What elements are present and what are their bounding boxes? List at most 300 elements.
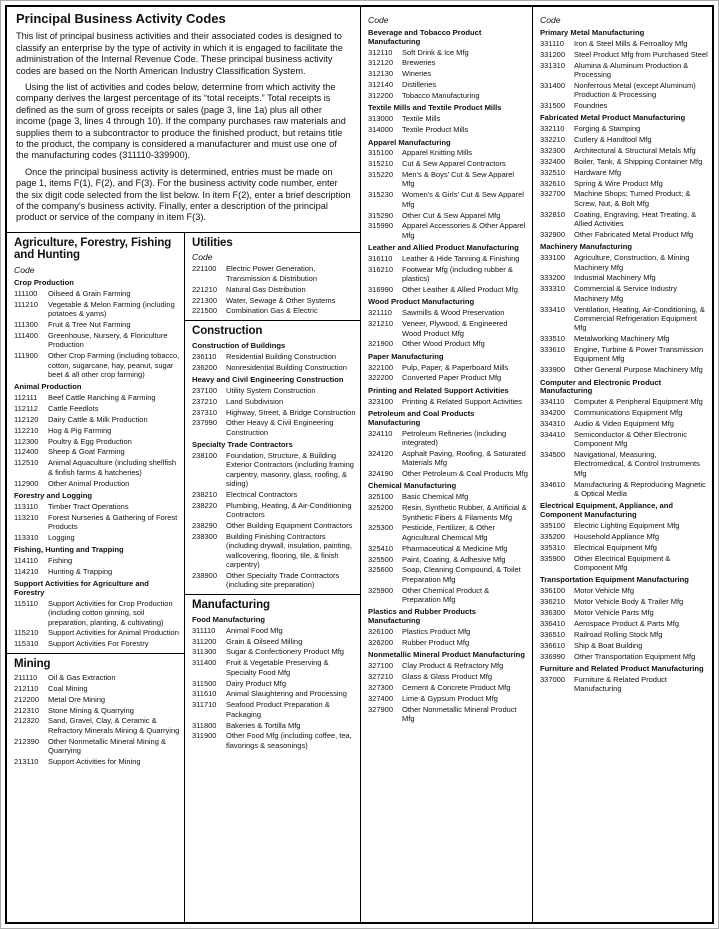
activity-description: Architectural & Structural Metals Mfg bbox=[574, 145, 696, 155]
code-entry-row bbox=[192, 521, 356, 530]
activity-description: Pulp, Paper, & Paperboard Mills bbox=[402, 362, 509, 372]
activity-code: 332700 bbox=[540, 189, 566, 199]
activity-description: Plumbing, Heating, & Air-Conditioning Contractors bbox=[226, 500, 352, 520]
activity-description: Vegetable & Melon Farming (including potatoes & yams) bbox=[48, 299, 175, 319]
activity-description: Forging & Stamping bbox=[574, 124, 641, 134]
group-heading: Machinery Manufacturing bbox=[540, 242, 632, 252]
activity-code: 337000 bbox=[540, 674, 566, 684]
group-heading: Fishing, Hunting and Trapping bbox=[14, 545, 124, 555]
activity-code: 311800 bbox=[192, 720, 217, 730]
activity-description: Forest Nurseries & Gathering of Forest Products bbox=[48, 512, 178, 531]
activity-description: Electrical Contractors bbox=[226, 489, 298, 499]
activity-code: 112900 bbox=[14, 478, 39, 488]
code-entry-row bbox=[540, 397, 708, 406]
code-entry-row bbox=[192, 490, 356, 499]
activity-description: Sugar & Confectionery Product Mfg bbox=[226, 647, 344, 657]
group-heading: Paper Manufacturing bbox=[368, 351, 444, 361]
code-entry-row bbox=[14, 706, 180, 715]
activity-description: Wineries bbox=[402, 69, 432, 79]
activity-description: Printing & Related Support Activities bbox=[402, 396, 523, 406]
activity-code: 111210 bbox=[14, 299, 38, 309]
activity-code: 327900 bbox=[368, 704, 394, 714]
code-entry-row bbox=[14, 716, 180, 735]
group-heading: Furniture and Related Product Manufacturing bbox=[540, 663, 704, 673]
activity-code: 237100 bbox=[192, 385, 218, 395]
code-entry-row bbox=[14, 628, 180, 637]
activity-code: 334110 bbox=[540, 397, 565, 407]
code-entry-row bbox=[368, 469, 528, 478]
code-entry-row bbox=[192, 626, 356, 635]
code-entry-row bbox=[540, 305, 708, 333]
activity-description: Utility System Construction bbox=[226, 385, 316, 395]
code-entry-row bbox=[192, 306, 356, 315]
activity-description: Logging bbox=[48, 532, 75, 542]
activity-description: Stone Mining & Quarrying bbox=[48, 705, 134, 715]
activity-code: 336210 bbox=[540, 597, 566, 607]
activity-code: 315100 bbox=[368, 148, 394, 158]
activity-description: Veneer, Plywood, & Engineered Wood Product Mfg bbox=[402, 319, 508, 338]
code-entry-row bbox=[192, 264, 356, 283]
section-heading: Utilities bbox=[192, 236, 233, 249]
activity-code: 333510 bbox=[540, 334, 566, 344]
code-entry-row bbox=[368, 211, 528, 220]
activity-code: 113310 bbox=[14, 532, 39, 542]
activity-code: 311900 bbox=[192, 731, 217, 741]
activity-code: 111100 bbox=[14, 288, 38, 298]
activity-description: Apparel Knitting Mills bbox=[402, 148, 473, 158]
activity-description: Soft Drink & Ice Mfg bbox=[402, 47, 469, 57]
code-entry-row bbox=[14, 300, 180, 319]
activity-code: 332900 bbox=[540, 229, 566, 239]
activity-code: 238290 bbox=[192, 521, 218, 531]
group-heading: Crop Production bbox=[14, 278, 74, 288]
code-entry-row bbox=[540, 61, 708, 80]
activity-description: Other Specialty Trade Contractors (including site preparation) bbox=[226, 570, 340, 590]
activity-code: 325500 bbox=[368, 554, 394, 564]
code-entry-row bbox=[540, 210, 708, 229]
group-heading: Wood Product Manufacturing bbox=[368, 297, 475, 307]
code-entry-row bbox=[192, 363, 356, 372]
code-entry-row bbox=[368, 58, 528, 67]
activity-description: Industrial Machinery Mfg bbox=[574, 273, 656, 283]
activity-code: 212110 bbox=[14, 683, 39, 693]
activity-code: 311110 bbox=[192, 625, 216, 635]
activity-description: Animal Slaughtering and Processing bbox=[226, 689, 347, 699]
code-entry-row bbox=[14, 737, 180, 756]
activity-description: Hog & Pig Farming bbox=[48, 425, 112, 435]
activity-description: Electric Lighting Equipment Mfg bbox=[574, 521, 680, 531]
code-entry-row bbox=[540, 641, 708, 650]
code-entry-row bbox=[540, 50, 708, 59]
section-heading: Agriculture, Forestry, Fishing and Hunting bbox=[14, 236, 172, 262]
activity-code: 336610 bbox=[540, 640, 566, 650]
activity-description: Bakeries & Tortilla Mfg bbox=[226, 720, 301, 730]
activity-description: Other Leather & Allied Product Mfg bbox=[402, 285, 518, 295]
code-entry-row bbox=[192, 637, 356, 646]
activity-code: 325100 bbox=[368, 492, 394, 502]
code-entry-row bbox=[368, 69, 528, 78]
activity-code: 312130 bbox=[368, 69, 394, 79]
group-heading: Food Manufacturing bbox=[192, 614, 265, 624]
activity-description: Building Finishing Contractors (including drywall, insulation, painting, wallcovering, flooring, tile, & finish carpentry) bbox=[226, 531, 352, 570]
code-entry-row bbox=[540, 81, 708, 100]
group-heading: Chemical Manufacturing bbox=[368, 481, 457, 491]
group-heading: Plastics and Rubber Products Manufacturing bbox=[368, 607, 477, 626]
intro-paragraph: Once the principal business activity is determined, entries must be made on page 1, items F(1), F(2), and F(3). For the business activity code number, enter the six digit code selected from the list below. In item F(2), enter a brief description of the company's business activity. Finally, enter a description of the principal product or service of the company in item F(3). bbox=[16, 166, 351, 223]
activity-code: 331200 bbox=[540, 49, 566, 59]
group-heading: Heavy and Civil Engineering Construction bbox=[192, 375, 344, 384]
activity-code: 333410 bbox=[540, 304, 566, 314]
code-entry-row bbox=[14, 289, 180, 298]
activity-code: 315210 bbox=[368, 159, 394, 169]
activity-code: 112510 bbox=[14, 458, 39, 468]
group-heading: Apparel Manufacturing bbox=[368, 137, 451, 147]
code-entry-row bbox=[14, 320, 180, 329]
activity-description: Oilseed & Grain Farming bbox=[48, 288, 131, 298]
activity-description: Footwear Mfg (including rubber & plastics) bbox=[402, 264, 513, 284]
activity-code: 332810 bbox=[540, 209, 566, 219]
group-heading: Beverage and Tobacco Product Manufacturing bbox=[368, 28, 482, 46]
activity-code: 335900 bbox=[540, 553, 566, 563]
activity-description: Apparel Accessories & Other Apparel Mfg bbox=[402, 221, 526, 240]
code-entry-row bbox=[14, 393, 180, 402]
left-columns bbox=[7, 232, 360, 922]
activity-description: Timber Tract Operations bbox=[48, 501, 129, 511]
activity-description: Water, Sewage & Other Systems bbox=[226, 295, 336, 305]
activity-code: 335100 bbox=[540, 521, 566, 531]
activity-description: Sawmills & Wood Preservation bbox=[402, 308, 505, 318]
code-entry-row bbox=[540, 101, 708, 110]
code-section bbox=[361, 7, 532, 728]
activity-description: Foundries bbox=[574, 101, 608, 111]
activity-code: 326100 bbox=[368, 626, 394, 636]
activity-description: Textile Mills bbox=[402, 114, 441, 124]
activity-description: Hunting & Trapping bbox=[48, 566, 113, 576]
activity-description: Dairy Product Mfg bbox=[226, 678, 287, 688]
activity-description: Steel Product Mfg from Purchased Steel bbox=[574, 49, 708, 59]
activity-code: 221210 bbox=[192, 284, 218, 294]
left-half bbox=[7, 7, 361, 922]
code-entry-row bbox=[14, 513, 180, 532]
activity-description: Boiler, Tank, & Shipping Container Mfg bbox=[574, 156, 703, 166]
activity-description: Pesticide, Fertilizer, & Other Agricultural Chemical Mfg bbox=[402, 523, 495, 542]
group-heading: Primary Metal Manufacturing bbox=[540, 28, 645, 37]
code-section bbox=[185, 232, 360, 321]
activity-description: Machine Shops; Turned Product; & Screw, Nut, & Bolt Mfg bbox=[574, 189, 691, 208]
code-entry-row bbox=[14, 447, 180, 456]
group-heading: Petroleum and Coal Products Manufacturing bbox=[368, 409, 475, 427]
code-entry-row bbox=[192, 386, 356, 395]
code-entry-row bbox=[540, 253, 708, 272]
activity-description: Rubber Product Mfg bbox=[402, 637, 470, 647]
activity-code: 321110 bbox=[368, 308, 392, 318]
code-entry-row bbox=[368, 565, 528, 584]
code-entry-row bbox=[14, 684, 180, 693]
code-entry-row bbox=[368, 308, 528, 317]
code-column-label: Code bbox=[368, 15, 389, 25]
code-entry-row bbox=[540, 168, 708, 177]
code-entry-row bbox=[540, 543, 708, 552]
code-entry-row bbox=[368, 363, 528, 372]
activity-code: 112300 bbox=[14, 436, 39, 446]
code-entry-row bbox=[540, 230, 708, 239]
code-section bbox=[7, 653, 184, 771]
activity-code: 315990 bbox=[368, 221, 394, 231]
activity-code: 327400 bbox=[368, 693, 394, 703]
activity-code: 321900 bbox=[368, 339, 394, 349]
code-entry-row bbox=[14, 757, 180, 766]
activity-code: 336100 bbox=[540, 586, 566, 596]
activity-description: Cattle Feedlots bbox=[48, 403, 99, 413]
activity-description: Tobacco Manufacturing bbox=[402, 91, 480, 101]
activity-description: Asphalt Paving, Roofing, & Saturated Materials Mfg bbox=[402, 448, 526, 468]
code-entry-row bbox=[368, 694, 528, 703]
activity-code: 314000 bbox=[368, 125, 394, 135]
activity-code: 315230 bbox=[368, 190, 394, 200]
code-entry-row bbox=[368, 48, 528, 57]
code-entry-row bbox=[540, 408, 708, 417]
activity-description: Women's & Girls' Cut & Sew Apparel Mfg bbox=[402, 190, 524, 209]
activity-code: 335200 bbox=[540, 531, 566, 541]
activity-code: 324120 bbox=[368, 448, 394, 458]
code-entry-row bbox=[540, 273, 708, 282]
activity-code: 327100 bbox=[368, 661, 394, 671]
group-heading: Specialty Trade Contractors bbox=[192, 440, 293, 450]
code-entry-row bbox=[14, 415, 180, 424]
code-entry-row bbox=[192, 352, 356, 361]
activity-code: 311400 bbox=[192, 658, 217, 668]
activity-code: 326200 bbox=[368, 637, 394, 647]
code-entry-row bbox=[368, 254, 528, 263]
code-entry-row bbox=[368, 523, 528, 542]
activity-description: Other Animal Production bbox=[48, 478, 130, 488]
code-entry-row bbox=[368, 114, 528, 123]
code-entry-row bbox=[192, 296, 356, 305]
code-entry-row bbox=[192, 731, 356, 750]
activity-description: Electrical Equipment Mfg bbox=[574, 542, 657, 552]
activity-code: 333900 bbox=[540, 365, 566, 375]
code-entry-row bbox=[368, 503, 528, 522]
activity-code: 333100 bbox=[540, 253, 566, 263]
code-entry-row bbox=[368, 91, 528, 100]
activity-code: 334500 bbox=[540, 450, 566, 460]
activity-code: 221300 bbox=[192, 295, 218, 305]
code-entry-row bbox=[192, 285, 356, 294]
activity-code: 325200 bbox=[368, 503, 394, 513]
activity-code: 315290 bbox=[368, 210, 394, 220]
activity-description: Animal Aquaculture (including shellfish & finfish farms & hatcheries) bbox=[48, 458, 176, 477]
code-entry-row bbox=[192, 397, 356, 406]
activity-code: 213110 bbox=[14, 756, 39, 766]
code-entry-row bbox=[192, 501, 356, 520]
business-activity-codes-page bbox=[5, 5, 714, 924]
activity-code: 321210 bbox=[368, 319, 394, 329]
activity-description: Motor Vehicle Parts Mfg bbox=[574, 608, 654, 617]
activity-code: 311710 bbox=[192, 700, 217, 710]
code-section bbox=[533, 7, 712, 698]
intro-paragraph: This list of principal business activities and their associated codes is designed to classify an enterprise by the type of activity in which it is engaged to facilitate the administration of the Internal Revenue Code. These principal business activity codes are based on the North American Industry Classification System. bbox=[16, 31, 343, 76]
code-entry-row bbox=[14, 351, 180, 379]
code-section bbox=[185, 594, 360, 754]
code-entry-row bbox=[192, 689, 356, 698]
activity-description: Poultry & Egg Production bbox=[48, 436, 132, 446]
code-entry-row bbox=[14, 567, 180, 576]
activity-code: 332110 bbox=[540, 124, 565, 134]
activity-code: 334200 bbox=[540, 408, 566, 418]
code-entry-row bbox=[540, 630, 708, 639]
code-entry-row bbox=[14, 404, 180, 413]
activity-description: Foundation, Structure, & Building Exterior Contractors (including framing carpentry, masonry, glass, roofing, & siding) bbox=[226, 450, 354, 489]
code-entry-row bbox=[368, 492, 528, 501]
activity-description: Cement & Concrete Product Mfg bbox=[402, 682, 511, 692]
group-heading: Forestry and Logging bbox=[14, 490, 93, 500]
code-entry-row bbox=[368, 683, 528, 692]
activity-description: Other Crop Farming (including tobacco, cotton, sugarcane, hay, peanut, sugar beet & all other crop farming) bbox=[48, 351, 180, 379]
activity-code: 311610 bbox=[192, 689, 217, 699]
code-entry-row bbox=[368, 555, 528, 564]
activity-code: 333200 bbox=[540, 273, 566, 283]
activity-description: Computer & Peripheral Equipment Mfg bbox=[574, 397, 703, 407]
code-entry-row bbox=[368, 170, 528, 189]
activity-description: Support Activities for Animal Production bbox=[48, 628, 179, 638]
activity-description: Motor Vehicle Mfg bbox=[574, 586, 635, 596]
activity-code: 322100 bbox=[368, 362, 394, 372]
code-entry-row bbox=[368, 449, 528, 468]
activity-code: 336410 bbox=[540, 618, 566, 628]
code-entry-row bbox=[192, 418, 356, 437]
activity-description: Household Appliance Mfg bbox=[574, 531, 660, 541]
activity-description: Support Activities for Crop Production (including cotton ginning, soil preparation, planting, & cultivating) bbox=[48, 598, 173, 627]
group-heading: Support Activities for Agriculture and Forestry bbox=[14, 579, 149, 598]
code-entry-row bbox=[540, 419, 708, 428]
code-entry-row bbox=[540, 157, 708, 166]
code-entry-row bbox=[540, 334, 708, 343]
activity-description: Paint, Coating, & Adhesive Mfg bbox=[402, 554, 506, 564]
code-entry-row bbox=[192, 647, 356, 656]
activity-description: Audio & Video Equipment Mfg bbox=[574, 418, 674, 428]
activity-code: 238300 bbox=[192, 531, 218, 541]
code-entry-row bbox=[192, 532, 356, 570]
activity-description: Clay Product & Refractory Mfg bbox=[402, 661, 504, 671]
activity-code: 238220 bbox=[192, 500, 218, 510]
activity-code: 331400 bbox=[540, 80, 566, 90]
activity-code: 327210 bbox=[368, 671, 394, 681]
activity-description: Seafood Product Preparation & Packaging bbox=[226, 700, 330, 719]
activity-code: 112210 bbox=[14, 425, 39, 435]
activity-description: Metalworking Machinery Mfg bbox=[574, 334, 670, 344]
activity-description: Fruit & Vegetable Preserving & Specialty Food Mfg bbox=[226, 658, 329, 677]
group-heading: Transportation Equipment Manufacturing bbox=[540, 575, 689, 585]
page-title: Principal Business Activity Codes bbox=[16, 11, 226, 26]
activity-description: Metal Ore Mining bbox=[48, 694, 106, 704]
activity-description: Commercial & Service Industry Machinery Mfg bbox=[574, 284, 677, 303]
activity-description: Other Nonmetallic Mineral Mining & Quarrying bbox=[48, 736, 166, 755]
code-entry-row bbox=[368, 265, 528, 284]
code-column-label: Code bbox=[14, 265, 35, 276]
code-entry-row bbox=[368, 339, 528, 348]
activity-code: 112111 bbox=[14, 393, 38, 403]
section-heading: Manufacturing bbox=[192, 599, 270, 612]
activity-description: Navigational, Measuring, Electromedical, & Control Instruments Mfg bbox=[574, 450, 700, 478]
activity-code: 237210 bbox=[192, 396, 218, 406]
activity-code: 111900 bbox=[14, 351, 38, 361]
activity-description: Nonresidential Building Construction bbox=[226, 362, 347, 372]
activity-description: Petroleum Refineries (including integrated) bbox=[402, 428, 507, 447]
group-heading: Construction of Buildings bbox=[192, 340, 286, 350]
activity-description: Hardware Mfg bbox=[574, 167, 622, 177]
code-entry-row bbox=[540, 675, 708, 694]
code-entry-row bbox=[192, 451, 356, 489]
activity-description: Aerospace Product & Parts Mfg bbox=[574, 618, 680, 628]
activity-code: 331500 bbox=[540, 101, 566, 111]
activity-description: Electric Power Generation, Transmission & Distribution bbox=[226, 264, 317, 283]
code-column-label: Code bbox=[192, 252, 213, 263]
activity-description: Residential Building Construction bbox=[226, 351, 337, 361]
activity-code: 111400 bbox=[14, 330, 38, 340]
activity-description: Ship & Boat Building bbox=[574, 640, 643, 650]
code-entry-row bbox=[368, 148, 528, 157]
activity-code: 332610 bbox=[540, 178, 566, 188]
activity-description: Soap, Cleaning Compound, & Toilet Preparation Mfg bbox=[402, 565, 521, 584]
group-heading: Leather and Allied Product Manufacturing bbox=[368, 243, 519, 253]
intro-paragraph: Using the list of activities and codes below, determine from which activity the company derives the largest percentage of its “total receipts.” Total receipts is defined as the sum of gross receipts or sales (page 3, line 1a) plus all other income (page 3, lines 4 through 10). If the company purchases raw materials and supplies them to a subcontractor to produce the finished product, but retains title to the product, the company is considered a manufacturer and must use one of the manufacturing codes (311110-339900). bbox=[16, 81, 346, 161]
code-entry-row bbox=[368, 285, 528, 294]
code-entry-row bbox=[368, 661, 528, 670]
activity-code: 212320 bbox=[14, 716, 40, 726]
code-entry-row bbox=[14, 533, 180, 542]
activity-code: 221500 bbox=[192, 306, 218, 316]
code-entry-row bbox=[368, 705, 528, 724]
activity-code: 333310 bbox=[540, 284, 566, 294]
activity-description: Other Food Mfg (including coffee, tea, flavorings & seasonings) bbox=[226, 731, 352, 750]
activity-code: 315220 bbox=[368, 170, 394, 180]
activity-description: Combination Gas & Electric bbox=[226, 306, 318, 316]
activity-code: 113110 bbox=[14, 501, 38, 511]
code-entry-row bbox=[540, 480, 708, 499]
group-heading: Computer and Electronic Product Manufacturing bbox=[540, 377, 662, 396]
code-entry-row bbox=[368, 221, 528, 240]
activity-description: Resin, Synthetic Rubber, & Artificial & Synthetic Fibers & Filaments Mfg bbox=[402, 503, 527, 522]
activity-code: 335310 bbox=[540, 542, 566, 552]
activity-description: Basic Chemical Mfg bbox=[402, 492, 469, 502]
activity-description: Furniture & Related Product Manufacturing bbox=[574, 674, 667, 694]
activity-description: Semiconductor & Other Electronic Component Mfg bbox=[574, 429, 687, 449]
activity-code: 112400 bbox=[14, 447, 39, 457]
activity-description: Leather & Hide Tanning & Finishing bbox=[402, 253, 520, 263]
activity-code: 238900 bbox=[192, 570, 218, 580]
code-entry-row bbox=[192, 721, 356, 730]
activity-code: 325600 bbox=[368, 565, 394, 575]
activity-code: 332400 bbox=[540, 156, 566, 166]
activity-description: Other Wood Product Mfg bbox=[402, 339, 485, 349]
activity-description: Oil & Gas Extraction bbox=[48, 672, 116, 682]
code-entry-row bbox=[540, 189, 708, 208]
code-entry-row bbox=[540, 532, 708, 541]
code-entry-row bbox=[540, 179, 708, 188]
group-heading: Animal Production bbox=[14, 382, 82, 392]
code-entry-row bbox=[368, 586, 528, 605]
activity-code: 111300 bbox=[14, 320, 38, 329]
activity-code: 112120 bbox=[14, 414, 39, 424]
column-utilities-construction-manufacturing bbox=[185, 232, 360, 922]
activity-code: 115310 bbox=[14, 639, 39, 649]
code-entry-row bbox=[540, 430, 708, 449]
code-entry-row bbox=[540, 597, 708, 606]
activity-description: Other Chemical Product & Preparation Mfg bbox=[402, 585, 490, 605]
code-entry-row bbox=[192, 408, 356, 417]
activity-description: Dairy Cattle & Milk Production bbox=[48, 414, 148, 424]
code-entry-row bbox=[540, 124, 708, 133]
